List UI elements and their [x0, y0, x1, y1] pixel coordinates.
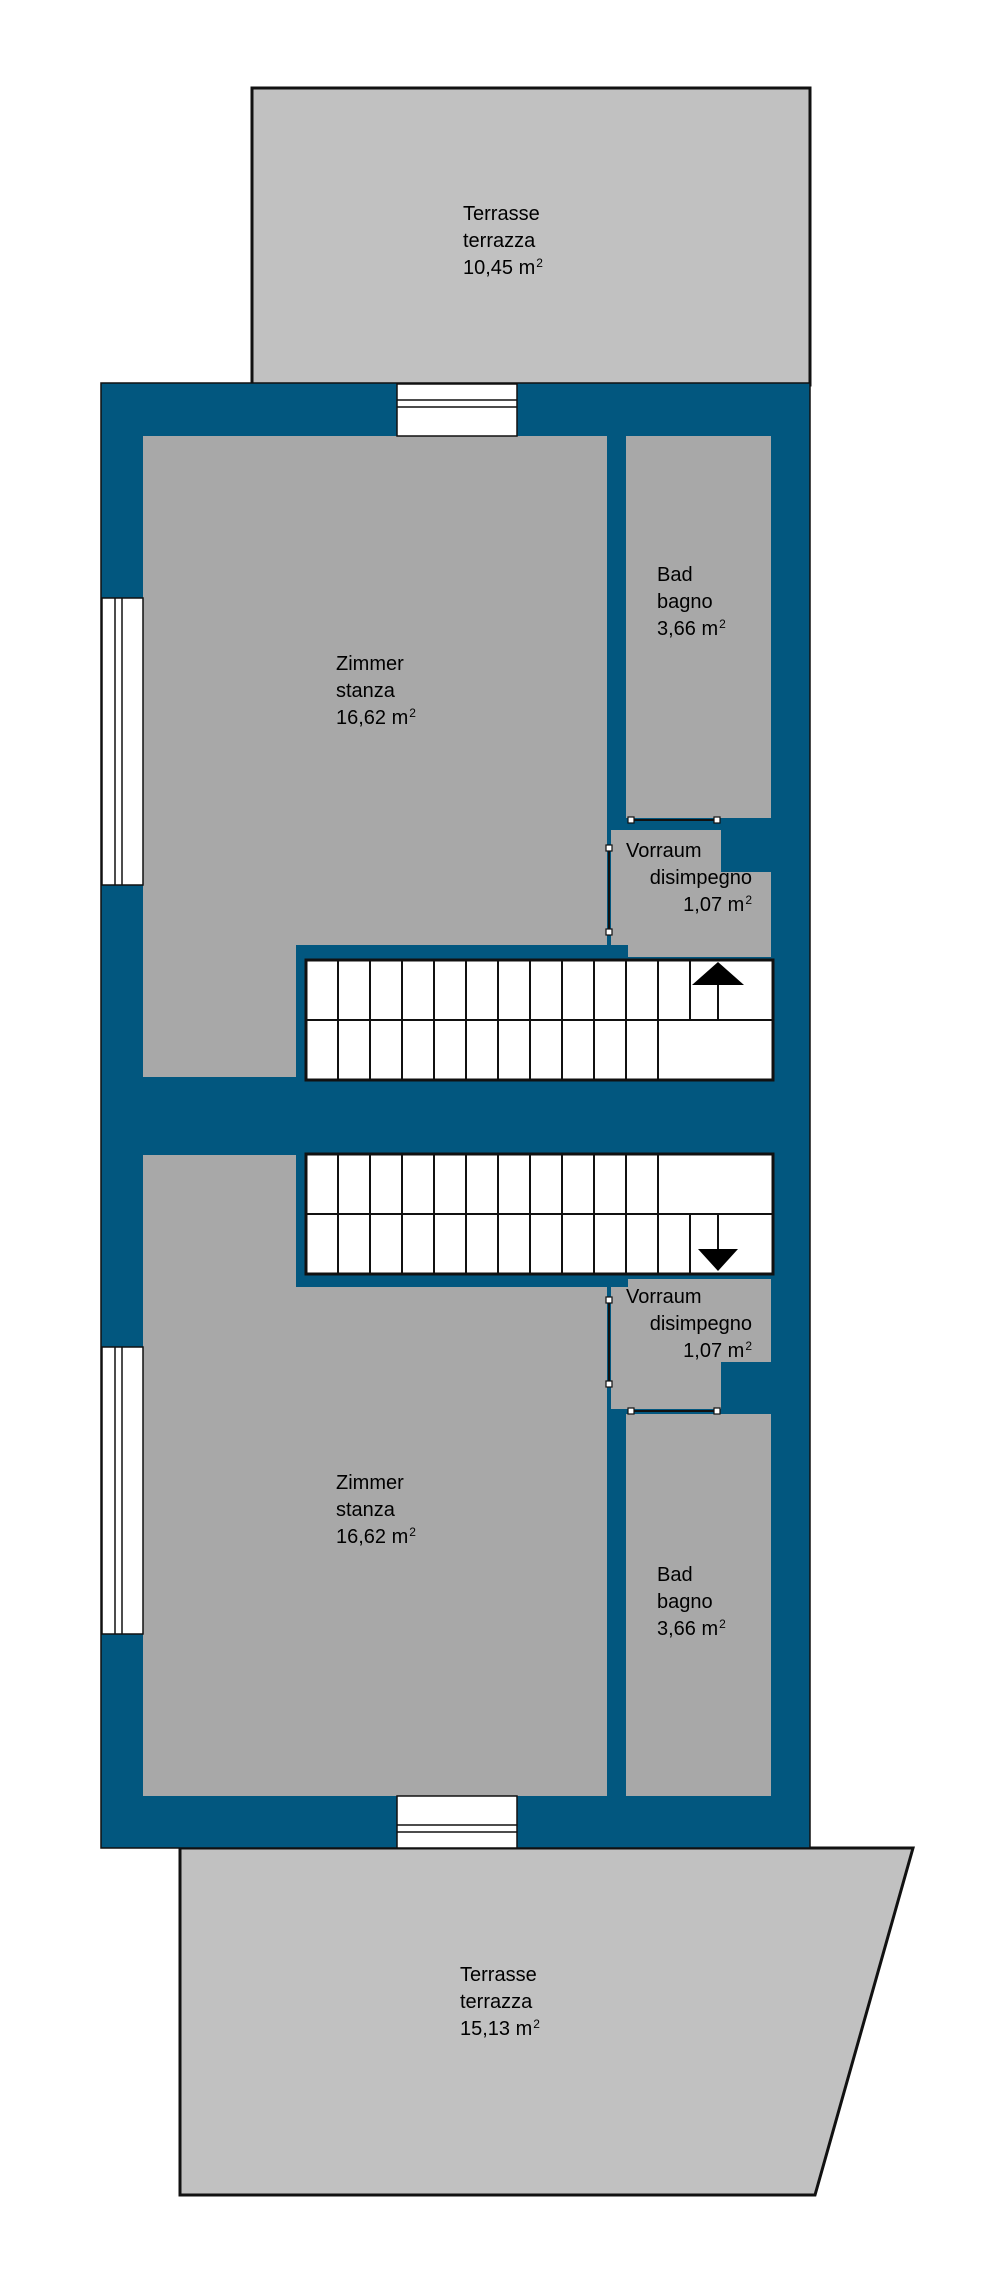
room-bottom-name-de: Zimmer	[336, 1472, 404, 1494]
stairs-top	[306, 960, 773, 1080]
terrace-bottom-name-de: Terrasse	[460, 1964, 537, 1986]
hall-bottom-label	[626, 1284, 752, 1365]
bath-top-area-text: 3,66 $m^2$	[657, 617, 726, 640]
hall-bottom-name-de: Vorraum	[626, 1286, 702, 1308]
terrace-top-area-text: 10,45 $m^2$	[463, 256, 543, 279]
window-top-north	[397, 384, 517, 436]
stairs-bottom	[306, 1154, 773, 1274]
bath-top-name-it: bagno	[657, 591, 713, 613]
bath-bottom-name-it: bagno	[657, 1591, 713, 1613]
room-top-name-de: Zimmer	[336, 653, 404, 675]
terrace-bottom-area-text: 15,13 $m^2$	[460, 2017, 540, 2040]
window-bottom-south	[397, 1796, 517, 1848]
terrace-bottom-area	[180, 1848, 913, 2195]
terrace-bottom-label	[460, 1962, 540, 2043]
room-top-area-text: 16,62 $m^2$	[336, 706, 416, 729]
window-top-west	[102, 598, 143, 885]
room-top-label	[336, 651, 416, 732]
window-bottom-west	[102, 1347, 143, 1634]
hall-bottom-area-text: 1,07 $m^2$	[683, 1339, 752, 1362]
room-top-name-it: stanza	[336, 680, 395, 702]
room-bottom-name-it: stanza	[336, 1499, 395, 1521]
terrace-bottom-name-it: terrazza	[460, 1991, 533, 2013]
terrace-top-name-it: terrazza	[463, 230, 536, 252]
hall-top-label	[626, 838, 752, 919]
hall-top-name-it: disimpegno	[649, 867, 752, 889]
hall-top-name-de: Vorraum	[626, 840, 702, 862]
room-bottom-area-text: 16,62 $m^2$	[336, 1525, 416, 1548]
room-bottom-label	[336, 1470, 416, 1551]
bath-bottom-area-text: 3,66 $m^2$	[657, 1617, 726, 1640]
bath-top-name-de: Bad	[657, 564, 693, 586]
terrace-top-name-de: Terrasse	[463, 203, 540, 225]
terrace-top-label	[463, 201, 543, 282]
bath-bottom-label	[657, 1562, 726, 1643]
hall-top-area-text: 1,07 $m^2$	[683, 893, 752, 916]
hall-bottom-name-it: disimpegno	[649, 1313, 752, 1335]
bath-top-label	[657, 562, 726, 643]
bath-bottom-name-de: Bad	[657, 1564, 693, 1586]
